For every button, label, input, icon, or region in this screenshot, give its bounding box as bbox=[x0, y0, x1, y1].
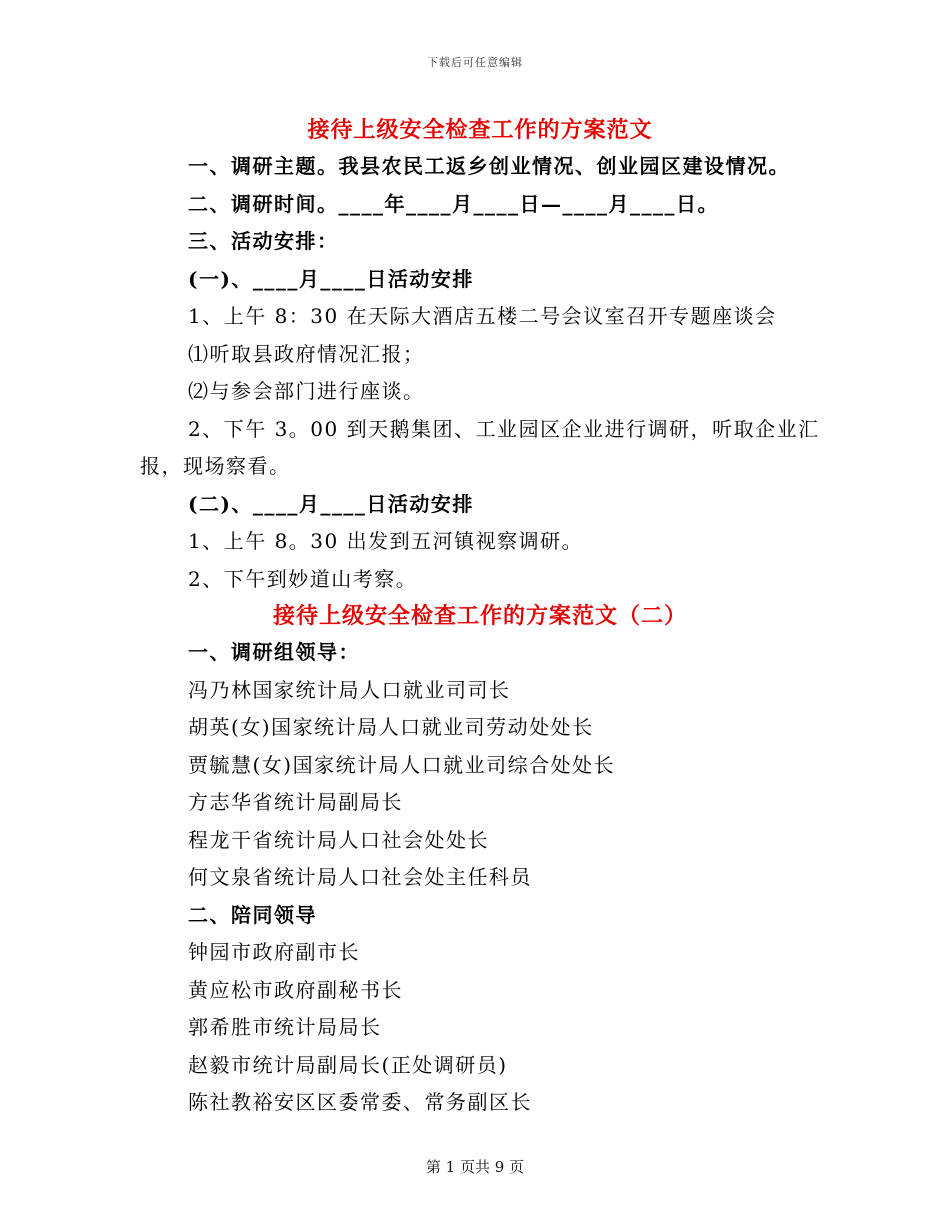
page-footer-note: 第 1 页共 9 页 bbox=[425, 1158, 525, 1176]
section1-line: 1、上午 8。30 出发到五河镇视察调研。 bbox=[188, 529, 584, 553]
section2-line: 郭希胜市统计局局长 bbox=[188, 1015, 382, 1039]
section1-lines-after bbox=[140, 486, 820, 599]
section2-line: 黄应松市政府副秘书长 bbox=[188, 977, 403, 1002]
section1-line: (一)、____月____日活动安排 bbox=[188, 266, 474, 291]
section1-line: (二)、____月____日活动安排 bbox=[188, 491, 474, 516]
section1-line: ⑵与参会部门进行座谈。 bbox=[188, 379, 425, 403]
section2-line: 钟园市政府副市长 bbox=[188, 940, 360, 964]
section2-line: 贾毓慧(女)国家统计局人口就业司综合处处长 bbox=[188, 752, 616, 777]
page-header-note: 下载后可任意编辑 bbox=[427, 56, 523, 69]
section2-line: 何文泉省统计局人口社会处主任科员 bbox=[188, 865, 532, 889]
section1-line: 1、上午 8：30 在天际大酒店五楼二号会议室召开专题座谈会 bbox=[188, 304, 777, 328]
section1-lines bbox=[140, 148, 820, 411]
section2-line: 胡英(女)国家统计局人口就业司劳动处处长 bbox=[188, 715, 594, 739]
section1-line: 三、活动安排： bbox=[188, 229, 339, 253]
section1-line: ⑴听取县政府情况汇报； bbox=[188, 341, 425, 366]
section1-title: 接待上级安全检查工作的方案范文 bbox=[307, 117, 653, 143]
section2-line: 一、调研组领导： bbox=[188, 640, 360, 664]
section2-line: 二、陪同领导 bbox=[188, 902, 317, 927]
section2-title: 接待上级安全检查工作的方案范文（二） bbox=[272, 603, 687, 629]
section2-line: 陈社教裕安区区委常委、常务副区长 bbox=[188, 1090, 532, 1114]
section1-line: 2、下午到妙道山考察。 bbox=[188, 566, 418, 591]
section2-line: 程龙干省统计局人口社会处处长 bbox=[188, 827, 489, 852]
section2-lines bbox=[140, 634, 820, 1122]
section1-paragraph: 2、下午 3。00 到天鹅集团、工业园区企业进行调研，听取企业汇报，现场察看。 bbox=[140, 416, 820, 478]
section2-line: 赵毅市统计局副局长(正处调研员) bbox=[188, 1052, 508, 1077]
section1-line: 一、调研主题。我县农民工返乡创业情况、创业园区建设情况。 bbox=[188, 154, 790, 178]
section2-line: 方志华省统计局副局长 bbox=[188, 790, 403, 814]
document-body bbox=[140, 112, 820, 1122]
section2-line: 冯乃林国家统计局人口就业司司长 bbox=[188, 677, 511, 702]
section1-line: 二、调研时间。____年____月____日—____月____日。 bbox=[188, 191, 719, 216]
